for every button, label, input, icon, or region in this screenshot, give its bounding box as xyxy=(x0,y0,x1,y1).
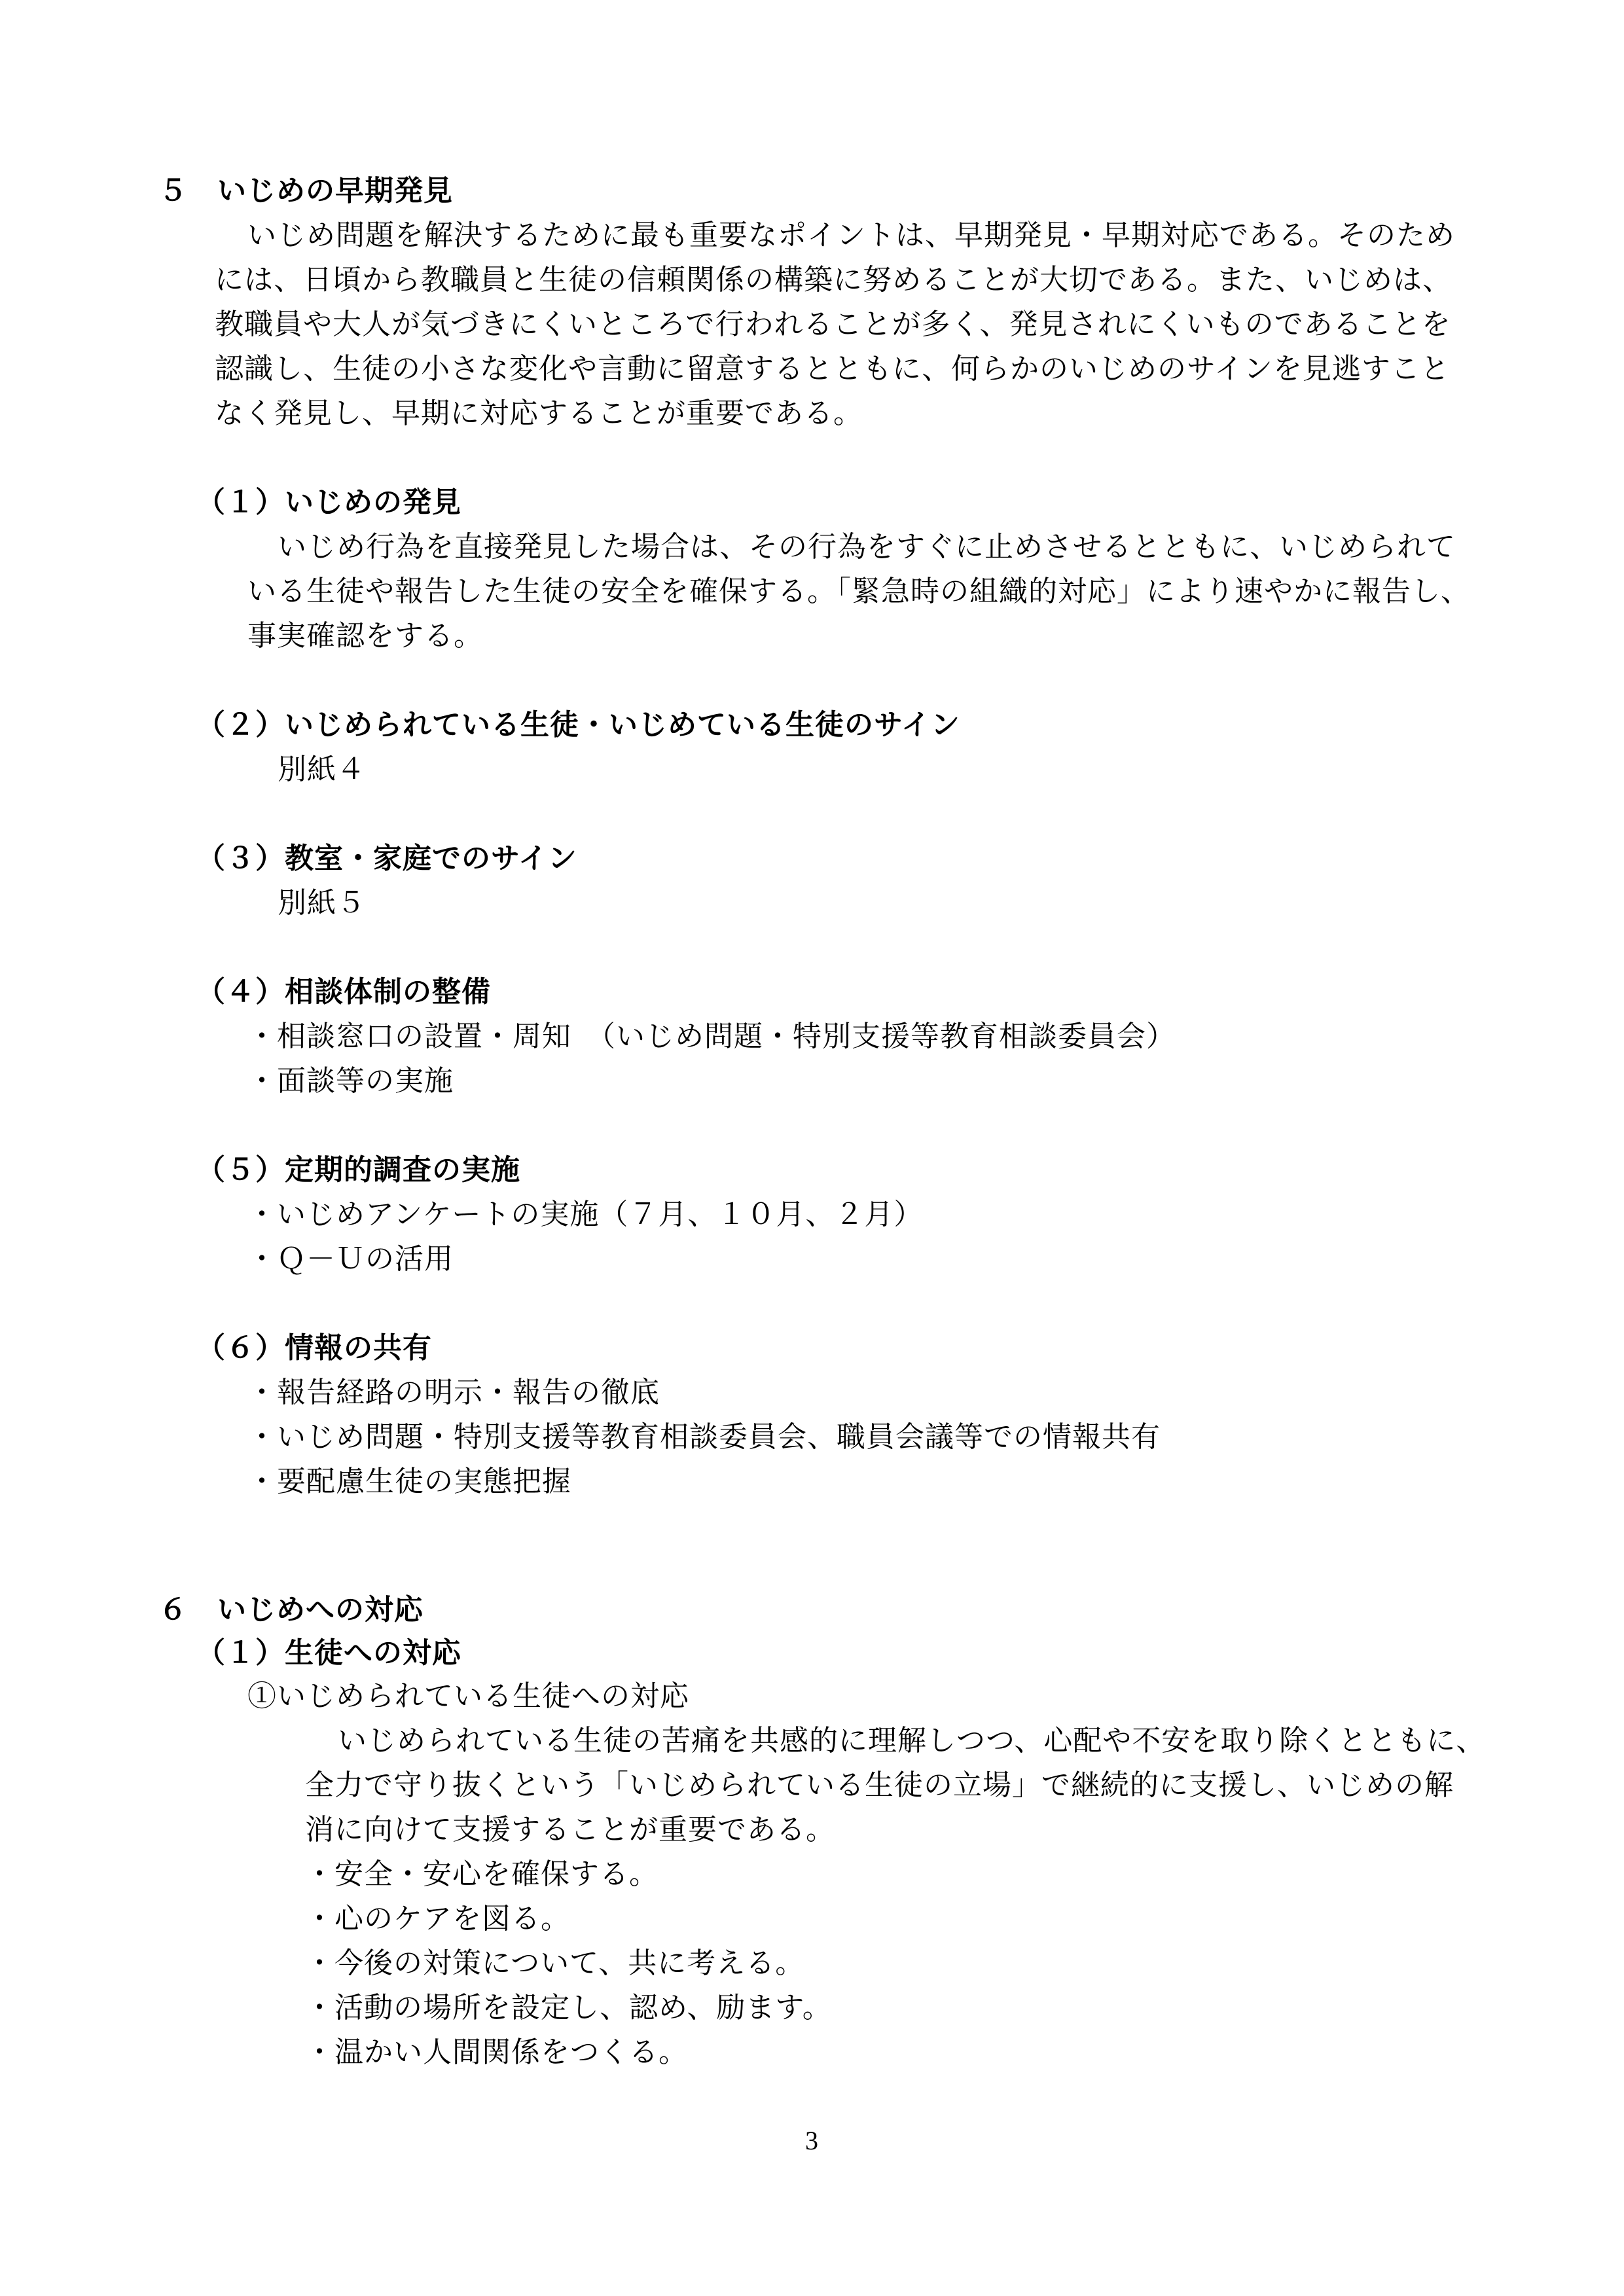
list-item: ・いじめアンケートの実施（７月、１０月、２月） xyxy=(247,1198,924,1231)
list-item: ・Ｑ－Ｕの活用 xyxy=(247,1242,454,1276)
paragraph-line: いじめ行為を直接発見した場合は、その行為をすぐに止めさせるとともに、いじめられて xyxy=(278,530,1456,564)
list-item: ・要配慮生徒の実態把握 xyxy=(247,1465,571,1498)
subsection-heading: （４）相談体制の整備 xyxy=(196,975,491,1009)
subsection-heading: （３）教室・家庭でのサイン xyxy=(196,842,577,875)
list-item: ・いじめ問題・特別支援等教育相談委員会、職員会議等での情報共有 xyxy=(247,1420,1161,1454)
list-item: ・報告経路の明示・報告の徹底 xyxy=(247,1376,660,1409)
paragraph-line: いる生徒や報告した生徒の安全を確保する。「緊急時の組織的対応」により速やかに報告し、 xyxy=(247,575,1470,608)
paragraph-line: いじめられている生徒の苦痛を共感的に理解しつつ、心配や不安を取り除くとともに、 xyxy=(338,1724,1486,1757)
subsection-heading: （５）定期的調査の実施 xyxy=(196,1153,520,1187)
section-5-heading: ５ いじめの早期発見 xyxy=(158,174,453,207)
item-title: ①いじめられている生徒への対応 xyxy=(247,1679,689,1713)
subsection-heading: （１）いじめの発見 xyxy=(196,486,461,519)
section-5-intro-line-3: 教職員や大人が気づきにくいところで行われることが多く、発見されにくいものであることを xyxy=(215,308,1451,341)
subsection-heading: （２）いじめられている生徒・いじめている生徒のサイン xyxy=(196,708,960,742)
list-item: ・心のケアを図る。 xyxy=(305,1902,570,1935)
subsection-heading: （１）生徒への対応 xyxy=(196,1636,461,1670)
section-5-intro-line-5: なく発見し、早期に対応することが重要である。 xyxy=(215,397,863,430)
list-item: ・今後の対策について、共に考える。 xyxy=(305,1946,805,1980)
section-6-heading: ６ いじめへの対応 xyxy=(158,1593,424,1626)
paragraph-line: 事実確認をする。 xyxy=(247,619,483,653)
reference-line: 別紙４ xyxy=(278,753,366,786)
list-item: ・活動の場所を設定し、認め、励ます。 xyxy=(305,1991,832,2024)
section-5-intro-line-4: 認識し、生徒の小さな変化や言動に留意するとともに、何らかのいじめのサインを見逃すこと xyxy=(215,352,1450,386)
subsection-heading: （６）情報の共有 xyxy=(196,1331,432,1365)
reference-line: 別紙５ xyxy=(278,886,366,920)
section-5-intro-line-2: には、日頃から教職員と生徒の信頼関係の構築に努めることが大切である。また、いじめは、 xyxy=(215,263,1452,296)
list-item: ・相談窓口の設置・周知 （いじめ問題・特別支援等教育相談委員会） xyxy=(247,1020,1176,1053)
list-item: ・安全・安心を確保する。 xyxy=(305,1857,659,1891)
page-number: 3 xyxy=(805,2126,818,2155)
list-item: ・温かい人間関係をつくる。 xyxy=(305,2036,688,2069)
paragraph-line: 全力で守り抜くという「いじめられている生徒の立場」で継続的に支援し、いじめの解 xyxy=(305,1768,1454,1802)
list-item: ・面談等の実施 xyxy=(247,1064,454,1098)
section-5-intro-line-1: いじめ問題を解決するために最も重要なポイントは、早期発見・早期対応である。そのため xyxy=(247,219,1455,252)
paragraph-line: 消に向けて支援することが重要である。 xyxy=(305,1813,835,1846)
